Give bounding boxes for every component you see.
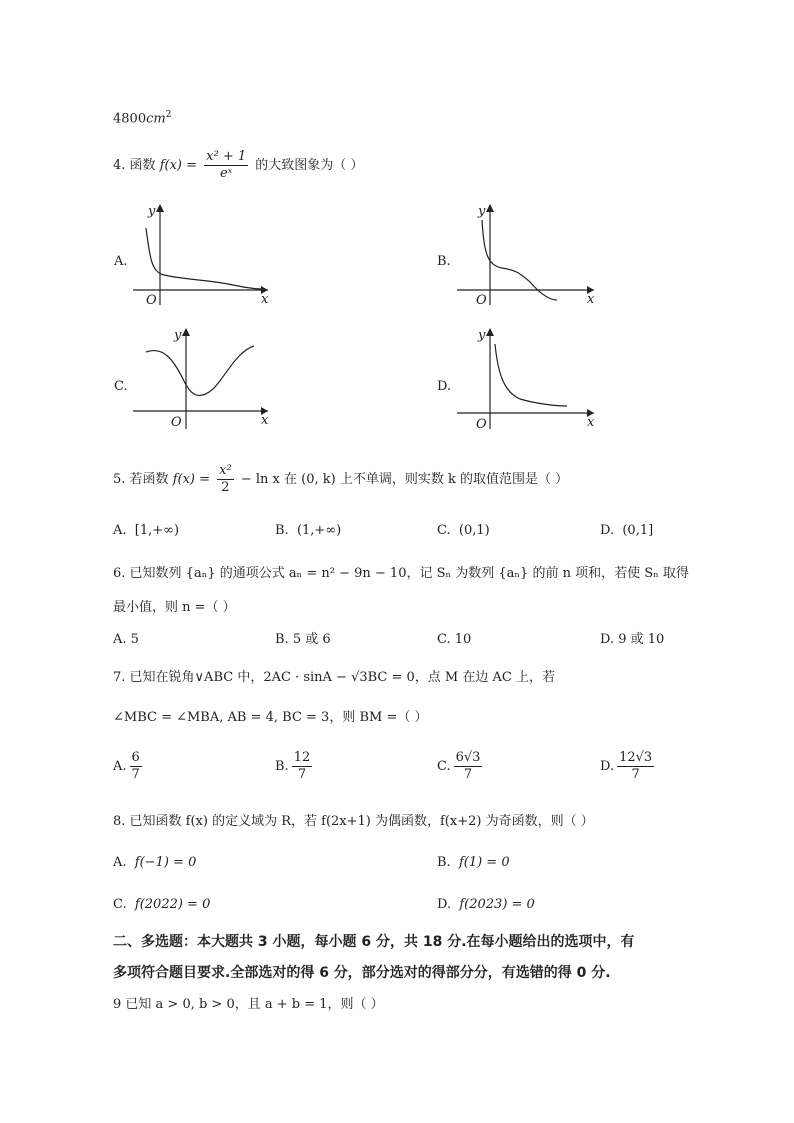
q5-option-a[interactable]: A. [1,+∞)	[113, 523, 180, 538]
q5-option-b[interactable]: B. (1,+∞)	[275, 523, 342, 538]
graph-c-x-label: x	[261, 413, 269, 428]
graph-c-label[interactable]: C.	[114, 379, 128, 394]
question-9-line-1: 9 已知 a > 0, b > 0，且 a + b = 1，则（ ）	[113, 997, 384, 1012]
q5-option-c[interactable]: C. (0,1)	[437, 523, 490, 538]
graph-c-y-label: y	[174, 328, 182, 343]
q6-option-d[interactable]: D. 9 或 10	[600, 632, 665, 647]
graph-d	[452, 324, 612, 434]
graph-b-x-label: x	[587, 292, 595, 307]
graph-a-x-label: x	[261, 292, 269, 307]
graph-c	[128, 324, 288, 434]
graph-b-y-label: y	[478, 204, 486, 219]
graph-a-label[interactable]: A.	[114, 254, 128, 269]
q6-option-b[interactable]: B. 5 或 6	[275, 632, 331, 647]
q5-fraction: $\frac{\text{x²}}{2}$	[219, 463, 232, 495]
q5-option-d[interactable]: D. (0,1]	[600, 523, 654, 538]
q7-option-b[interactable]: B. $\frac{12}{7}$	[275, 750, 311, 782]
graph-d-x-label: x	[587, 415, 595, 430]
q8-option-b[interactable]: B. f(1) = 0	[437, 855, 510, 870]
section-2-heading-line-2: 多项符合题目要求.全部选对的得 6 分，部分选对的得部分分，有选错的得 0 分.	[113, 965, 611, 981]
question-6-line-2: 最小值，则 n =（ ）	[113, 600, 236, 615]
q8-option-a[interactable]: A. f(−1) = 0	[113, 855, 197, 870]
question-5-stem: 5. 若函数 f(x) = $\frac{\text{x²}}{2}$ − ln x 在 (0, k) 上不单调，则实数 k 的取值范围是（ ）	[113, 463, 569, 495]
q4-fraction: $\frac{\text{x² + 1}}{\text{eˣ}}$	[206, 149, 247, 181]
question-8-line-1: 8. 已知函数 f(x) 的定义域为 R，若 f(2x+1) 为偶函数，f(x+2) 为奇函数，则（ ）	[113, 814, 594, 829]
question-4-stem: 4. 函数 f(x) = $\frac{\text{x² + 1}}{\text{eˣ}}$ 的大致图象为（ ）	[113, 149, 364, 181]
question-7-line-1: 7. 已知在锐角∨ABC 中，2AC · sinA − √3BC = 0，点 M 在边 AC 上，若	[113, 670, 555, 685]
q8-option-c[interactable]: C. f(2022) = 0	[113, 897, 211, 912]
q3-answer-tail: $4800cm^2$	[113, 110, 172, 127]
graph-c-origin: O	[171, 415, 182, 430]
graph-d-y-label: y	[478, 328, 486, 343]
graph-b	[452, 200, 612, 310]
question-7-line-2: ∠MBC = ∠MBA, AB = 4, BC = 3，则 BM =（ ）	[113, 710, 428, 725]
q7-option-c[interactable]: C. $\frac{6√3}{7}$	[437, 750, 481, 782]
graph-d-label[interactable]: D.	[437, 379, 452, 394]
graph-b-origin: O	[476, 293, 487, 308]
graph-d-origin: O	[476, 417, 487, 432]
q6-option-c[interactable]: C. 10	[437, 632, 472, 647]
q8-option-d[interactable]: D. f(2023) = 0	[437, 897, 535, 912]
graph-a	[128, 200, 288, 310]
section-2-heading-line-1: 二、多选题：本大题共 3 小题，每小题 6 分，共 18 分.在每小题给出的选项中，有	[113, 934, 635, 950]
graph-a-origin: O	[146, 293, 157, 308]
graph-a-y-label: y	[148, 204, 156, 219]
question-6-line-1: 6. 已知数列 {aₙ} 的通项公式 aₙ = n² − 9n − 10，记 Sₙ 为数列 {aₙ} 的前 n 项和，若使 Sₙ 取得	[113, 566, 689, 581]
graph-b-label[interactable]: B.	[437, 254, 451, 269]
q7-option-d[interactable]: D. $\frac{12√3}{7}$	[600, 750, 653, 782]
q6-option-a[interactable]: A. 5	[113, 632, 139, 647]
q7-option-a[interactable]: A. $\frac{6}{7}$	[113, 750, 140, 782]
